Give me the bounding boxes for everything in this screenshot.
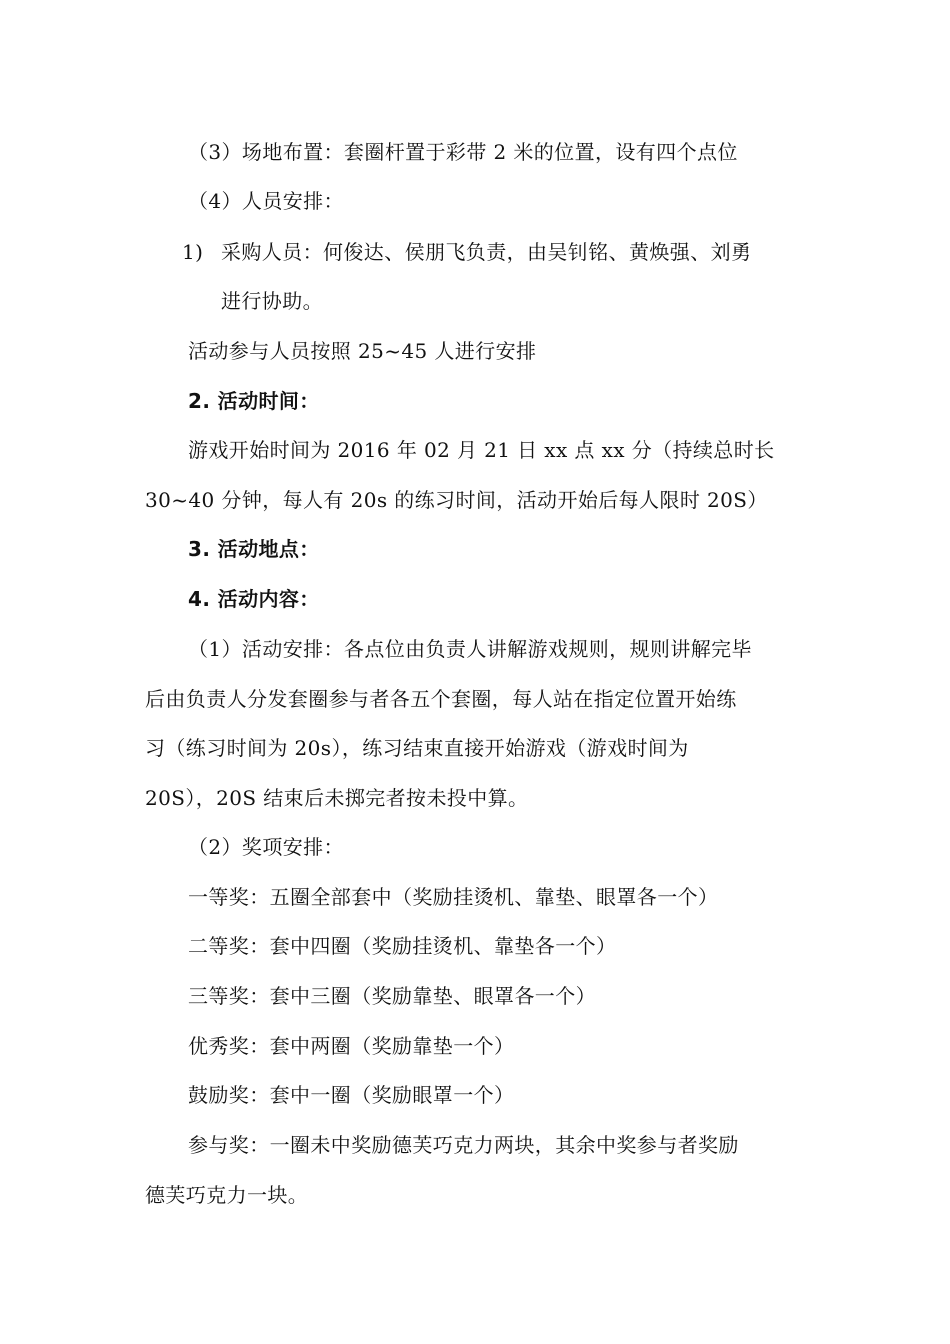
list-marker: 1) [182,240,204,264]
venue-setup-line: （3）场地布置：套圈杆置于彩带 2 米的位置，设有四个点位 [188,140,738,164]
second-prize-line: 二等奖：套中四圈（奖励挂烫机、靠垫各一个） [188,934,617,958]
purchasing-staff-continuation: 进行协助。 [221,289,323,313]
staffing-line: （4）人员安排： [188,189,344,213]
arrangement-line-3: 习（练习时间为 20s），练习结束直接开始游戏（游戏时间为 [145,736,689,760]
first-prize-line: 一等奖：五圈全部套中（奖励挂烫机、靠垫、眼罩各一个） [188,885,719,909]
participants-line: 活动参与人员按照 25~45 人进行安排 [188,339,537,363]
third-prize-line: 三等奖：套中三圈（奖励靠垫、眼罩各一个） [188,984,596,1008]
purchasing-staff-line: 采购人员：何俊达、侯朋飞负责，由吴钊铭、黄焕强、刘勇 [221,240,752,264]
arrangement-line-1: （1）活动安排：各点位由负责人讲解游戏规则，规则讲解完毕 [188,637,752,661]
section-heading-content: 4. 活动内容： [188,587,320,611]
participation-prize-continuation: 德芙巧克力一块。 [145,1183,309,1207]
section-heading-location: 3. 活动地点： [188,537,320,561]
awards-heading: （2）奖项安排： [188,835,344,859]
section-heading-time: 2. 活动时间： [188,389,320,413]
game-time-continuation: 30~40 分钟，每人有 20s 的练习时间，活动开始后每人限时 20S） [145,488,768,512]
participation-prize-line: 参与奖：一圈未中奖励德芙巧克力两块，其余中奖参与者奖励 [188,1133,739,1157]
excellence-prize-line: 优秀奖：套中两圈（奖励靠垫一个） [188,1034,515,1058]
encouragement-prize-line: 鼓励奖：套中一圈（奖励眼罩一个） [188,1083,515,1107]
arrangement-line-4: 20S），20S 结束后未掷完者按未投中算。 [145,786,529,810]
arrangement-line-2: 后由负责人分发套圈参与者各五个套圈，每人站在指定位置开始练 [145,687,737,711]
game-time-line: 游戏开始时间为 2016 年 02 月 21 日 xx 点 xx 分（持续总时长 [188,438,775,462]
